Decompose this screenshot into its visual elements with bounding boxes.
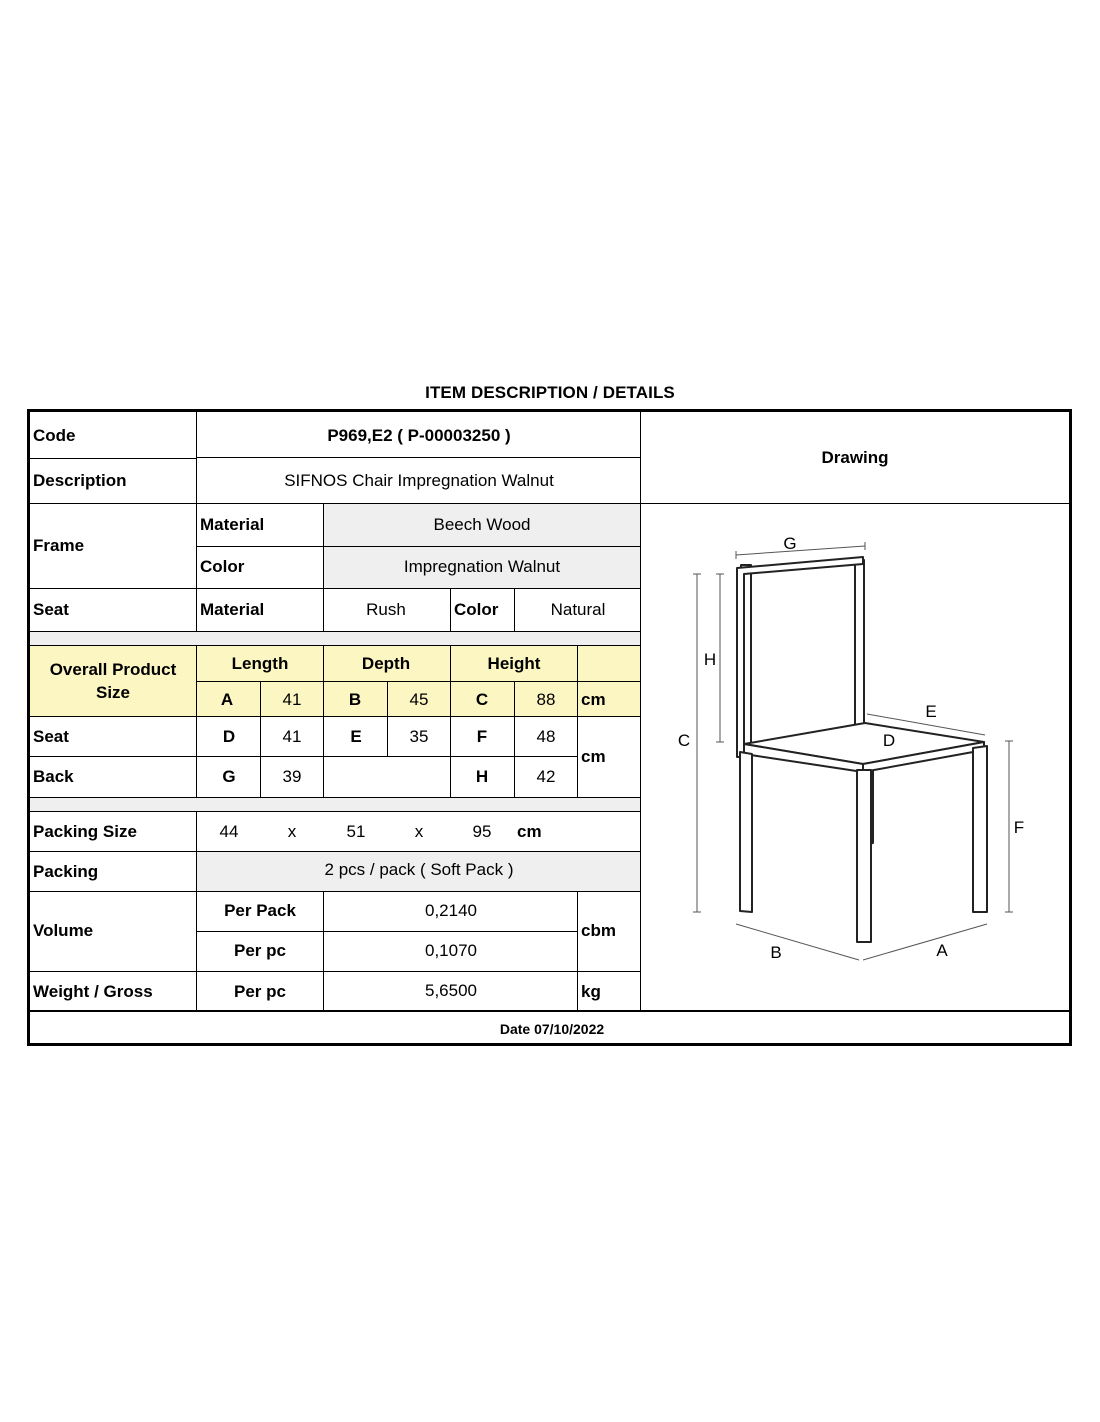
volume-per-pack-label: Per Pack — [224, 901, 296, 920]
volume-per-pc-value: 0,1070 — [425, 941, 477, 960]
weight-unit: kg — [581, 982, 601, 1001]
dim-e-value: 35 — [409, 727, 429, 746]
packing-value: 2 pcs / pack ( Soft Pack ) — [324, 860, 514, 879]
drawing-letter-h: H — [703, 650, 717, 669]
overall-unit: cm — [581, 690, 606, 709]
date-label: Date 07/10/2022 — [499, 1021, 605, 1037]
dim-a-value: 41 — [282, 690, 302, 709]
dim-g-value: 39 — [282, 767, 302, 786]
packing-size-v1: 44 — [219, 822, 239, 841]
volume-unit: cbm — [581, 921, 616, 940]
seat-back-unit: cm — [581, 747, 606, 766]
weight-label: Weight / Gross — [33, 982, 153, 1001]
drawing-letter-g: G — [783, 534, 797, 553]
height-header: Height — [487, 654, 541, 673]
packing-size-label: Packing Size — [33, 822, 137, 841]
frame-material-value: Beech Wood — [433, 515, 531, 534]
dim-e-key: E — [350, 727, 362, 746]
seat-material-label: Material — [200, 600, 265, 619]
frame-label: Frame — [33, 536, 85, 555]
seat-material-value: Rush — [366, 600, 406, 619]
dim-b-key: B — [348, 690, 362, 709]
frame-material-label: Material — [200, 515, 265, 534]
dim-f-key: F — [476, 727, 488, 746]
packing-size-x2: x — [414, 822, 424, 841]
overall-label-line1: Overall Product — [49, 660, 177, 679]
dim-c-key: C — [475, 690, 489, 709]
volume-per-pack-value: 0,2140 — [425, 901, 477, 920]
dim-h-key: H — [475, 767, 489, 786]
dim-g-key: G — [222, 767, 236, 786]
volume-per-pc-label: Per pc — [234, 941, 286, 960]
frame-color-value: Impregnation Walnut — [403, 557, 561, 576]
dim-b-value: 45 — [409, 690, 429, 709]
weight-value: 5,6500 — [425, 981, 477, 1000]
dim-d-value: 41 — [282, 727, 302, 746]
seat-color-value: Natural — [550, 600, 606, 619]
drawing-label: Drawing — [821, 448, 889, 467]
drawing-letter-a: A — [936, 941, 948, 960]
drawing-letter-d: D — [882, 731, 896, 750]
drawing-letter-b: B — [770, 943, 782, 962]
code-value: P969,E2 ( P-00003250 ) — [327, 426, 511, 445]
dim-f-value: 48 — [536, 727, 556, 746]
spec-sheet — [27, 409, 1072, 1046]
depth-header: Depth — [361, 654, 411, 673]
seat-spec-label: Seat — [33, 600, 69, 619]
dim-a-key: A — [220, 690, 234, 709]
description-label: Description — [33, 471, 127, 490]
drawing-letter-f: F — [1013, 818, 1025, 837]
overall-label-bg — [30, 646, 196, 716]
packing-label: Packing — [33, 862, 99, 881]
length-header: Length — [231, 654, 289, 673]
code-label: Code — [33, 426, 76, 445]
packing-size-v2: 51 — [346, 822, 366, 841]
seat-color-label: Color — [454, 600, 499, 619]
seat-dims-label: Seat — [33, 727, 69, 746]
spacer-row-2 — [30, 798, 640, 811]
packing-size-x1: x — [287, 822, 297, 841]
chair-drawing-svg — [641, 504, 1069, 1010]
packing-size-v3: 95 — [472, 822, 492, 841]
overall-label-line2: Size — [95, 683, 131, 702]
drawing-letter-e: E — [925, 702, 937, 721]
dim-d-key: D — [222, 727, 236, 746]
chair-drawing — [641, 504, 1069, 1010]
drawing-letter-c: C — [677, 731, 691, 750]
description-value: SIFNOS Chair Impregnation Walnut — [284, 471, 554, 490]
weight-per-pc-label: Per pc — [234, 982, 286, 1001]
page-title: ITEM DESCRIPTION / DETAILS — [425, 383, 675, 402]
dim-c-value: 88 — [536, 690, 556, 709]
packing-size-unit: cm — [517, 822, 542, 841]
dim-h-value: 42 — [536, 767, 556, 786]
frame-color-label: Color — [200, 557, 245, 576]
back-dims-label: Back — [33, 767, 74, 786]
spacer-row-1 — [30, 632, 640, 645]
volume-label: Volume — [33, 921, 94, 940]
